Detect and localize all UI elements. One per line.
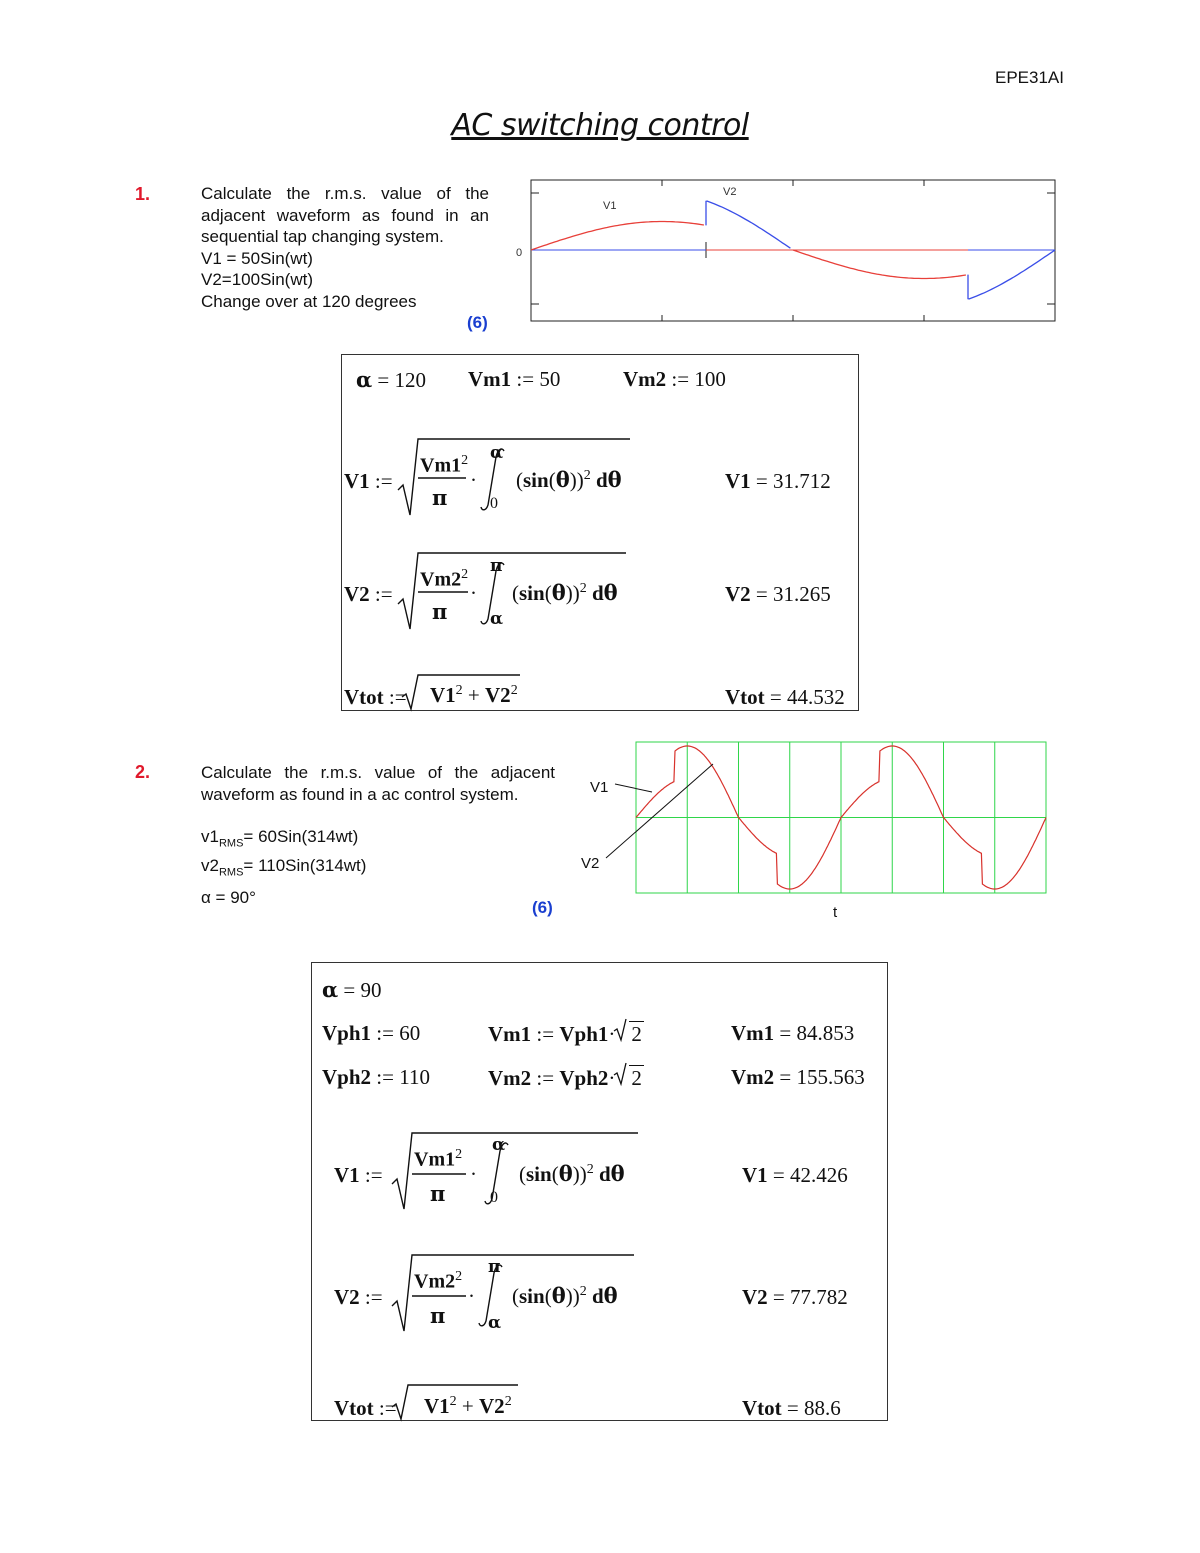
q2-v1-pointer bbox=[615, 784, 652, 792]
question-1-changeover: Change over at 120 degrees bbox=[201, 291, 417, 311]
q1-v2-numerator: $Vm2^2$ bbox=[420, 567, 469, 591]
question-1-number: 1. bbox=[135, 184, 151, 204]
question-2-alpha: α = 90° bbox=[201, 887, 256, 907]
q2-graph-label-v2: V2 bbox=[581, 855, 600, 872]
question-1-marks: (6) bbox=[467, 313, 488, 332]
q2-vm2-def: Vm2 := Vph2· 2 bbox=[488, 1066, 642, 1090]
question-1-v2: V2=100Sin(wt) bbox=[201, 270, 313, 289]
q1-alpha-def: α = 120 bbox=[356, 367, 427, 392]
document-code: EPE31AI bbox=[995, 68, 1064, 87]
question-2-statement: Calculate the r.m.s. value of the adjacent waveform as found in a ac control system. bbox=[201, 763, 555, 804]
q2-v2-numerator: $Vm2^2$ bbox=[414, 1269, 463, 1293]
question-1-text bbox=[201, 183, 489, 312]
q1-vtot-lhs: Vtot := bbox=[344, 685, 407, 709]
q1-vm2-def: Vm2 := 100 bbox=[623, 367, 726, 391]
q2-v2-upper-limit: π bbox=[488, 1257, 501, 1277]
question-2-waveform-graph bbox=[570, 730, 1062, 925]
q1-v2-dot: · bbox=[470, 581, 477, 605]
q2-v2-result: V2 = 77.782 bbox=[742, 1285, 848, 1309]
q2-vtot-result: Vtot = 88.6 bbox=[742, 1396, 841, 1420]
q1-v2-lhs: V2 := bbox=[344, 582, 393, 606]
q2-v1-integrand: $(\sin(\theta))^2$ dθ bbox=[519, 1161, 625, 1186]
q1-v1-pi: π bbox=[432, 485, 448, 510]
q1-v1-result: V1 = 31.712 bbox=[725, 469, 831, 493]
q2-v1-pi: π bbox=[430, 1181, 446, 1206]
question-2-marks: (6) bbox=[532, 898, 553, 917]
q2-sqrt-marks bbox=[312, 963, 887, 1103]
q2-vph1-def: Vph1 := 60 bbox=[322, 1021, 421, 1045]
q2-v2-pointer bbox=[606, 764, 713, 858]
q2-v2-lower-limit: α bbox=[488, 1313, 502, 1333]
q1-v1-upper-limit: α bbox=[490, 443, 504, 463]
q2-v2-integrand: $(\sin(\theta))^2$ dθ bbox=[512, 1283, 618, 1308]
q2-graph-label-v1: V1 bbox=[590, 779, 609, 796]
q2-v2-dot: · bbox=[468, 1284, 475, 1308]
q1-v1-lhs: V1 := bbox=[344, 469, 393, 493]
q2-v1-upper-limit: α bbox=[492, 1135, 506, 1155]
question-1-statement: Calculate the r.m.s. value of the adjacent waveform as found in an sequential tap changing system. bbox=[201, 184, 489, 246]
q1-vtot-expression: $V1^2 + V2^2$ bbox=[430, 683, 518, 707]
q1-v2-result: V2 = 31.265 bbox=[725, 582, 831, 606]
q1-v1-lower-limit: 0 bbox=[490, 495, 498, 512]
q1-graph-label-v1: V1 bbox=[603, 200, 617, 212]
q2-vm1-def: Vm1 := Vph1· 2 bbox=[488, 1022, 642, 1046]
q1-v2-integrand: $(\sin(\theta))^2$ dθ bbox=[512, 580, 618, 605]
q1-graph-label-v2: V2 bbox=[723, 186, 737, 198]
question-1-solution-box bbox=[341, 354, 859, 711]
q1-v2-upper-limit: π bbox=[490, 556, 503, 576]
q2-vtot-lhs: Vtot := bbox=[334, 1396, 397, 1420]
q2-v1-numerator: $Vm1^2$ bbox=[414, 1147, 463, 1171]
q1-vm1-def: Vm1 := 50 bbox=[468, 367, 561, 391]
question-2-text bbox=[201, 762, 555, 908]
question-2-solution-box bbox=[311, 962, 888, 1421]
q1-v2-lower-limit: α bbox=[490, 609, 504, 629]
q1-v1-integrand: $(\sin(\theta))^2$ dθ bbox=[516, 467, 622, 492]
q2-v2-lhs: V2 := bbox=[334, 1285, 383, 1309]
q1-vtot-result: Vtot = 44.532 bbox=[725, 685, 845, 709]
q2-alpha-def: α = 90 bbox=[322, 977, 382, 1002]
question-1-waveform-graph bbox=[508, 176, 1060, 326]
q2-v2-pi: π bbox=[430, 1303, 446, 1328]
q2-vm2-result: Vm2 = 155.563 bbox=[731, 1065, 865, 1089]
q1-graph-label-zero: 0 bbox=[516, 247, 523, 259]
q2-v1-dot: · bbox=[470, 1162, 477, 1186]
question-2-v1: $v1_{RMS}= 60Sin(314wt)$ bbox=[201, 827, 359, 850]
q1-v2-pi: π bbox=[432, 599, 448, 624]
q1-v1-numerator: $Vm1^2$ bbox=[420, 453, 469, 477]
question-2-v2: $v2_{RMS}= 110Sin(314wt)$ bbox=[201, 855, 367, 879]
q2-v1-lower-limit: 0 bbox=[490, 1189, 498, 1206]
question-2-number: 2. bbox=[135, 762, 151, 782]
q2-vm1-result: Vm1 = 84.853 bbox=[731, 1021, 855, 1045]
page-title: AC switching control bbox=[451, 108, 749, 143]
q2-vph2-def: Vph2 := 110 bbox=[322, 1065, 430, 1089]
question-1-v1: V1 = 50Sin(wt) bbox=[201, 248, 313, 268]
q2-graph-label-t: t bbox=[833, 904, 838, 921]
q2-v1-lhs: V1 := bbox=[334, 1163, 383, 1187]
q1-v1-dot: · bbox=[470, 468, 477, 492]
q2-v1-result: V1 = 42.426 bbox=[742, 1163, 848, 1187]
q2-vtot-expression: $V1^2 + V2^2$ bbox=[424, 1394, 512, 1418]
